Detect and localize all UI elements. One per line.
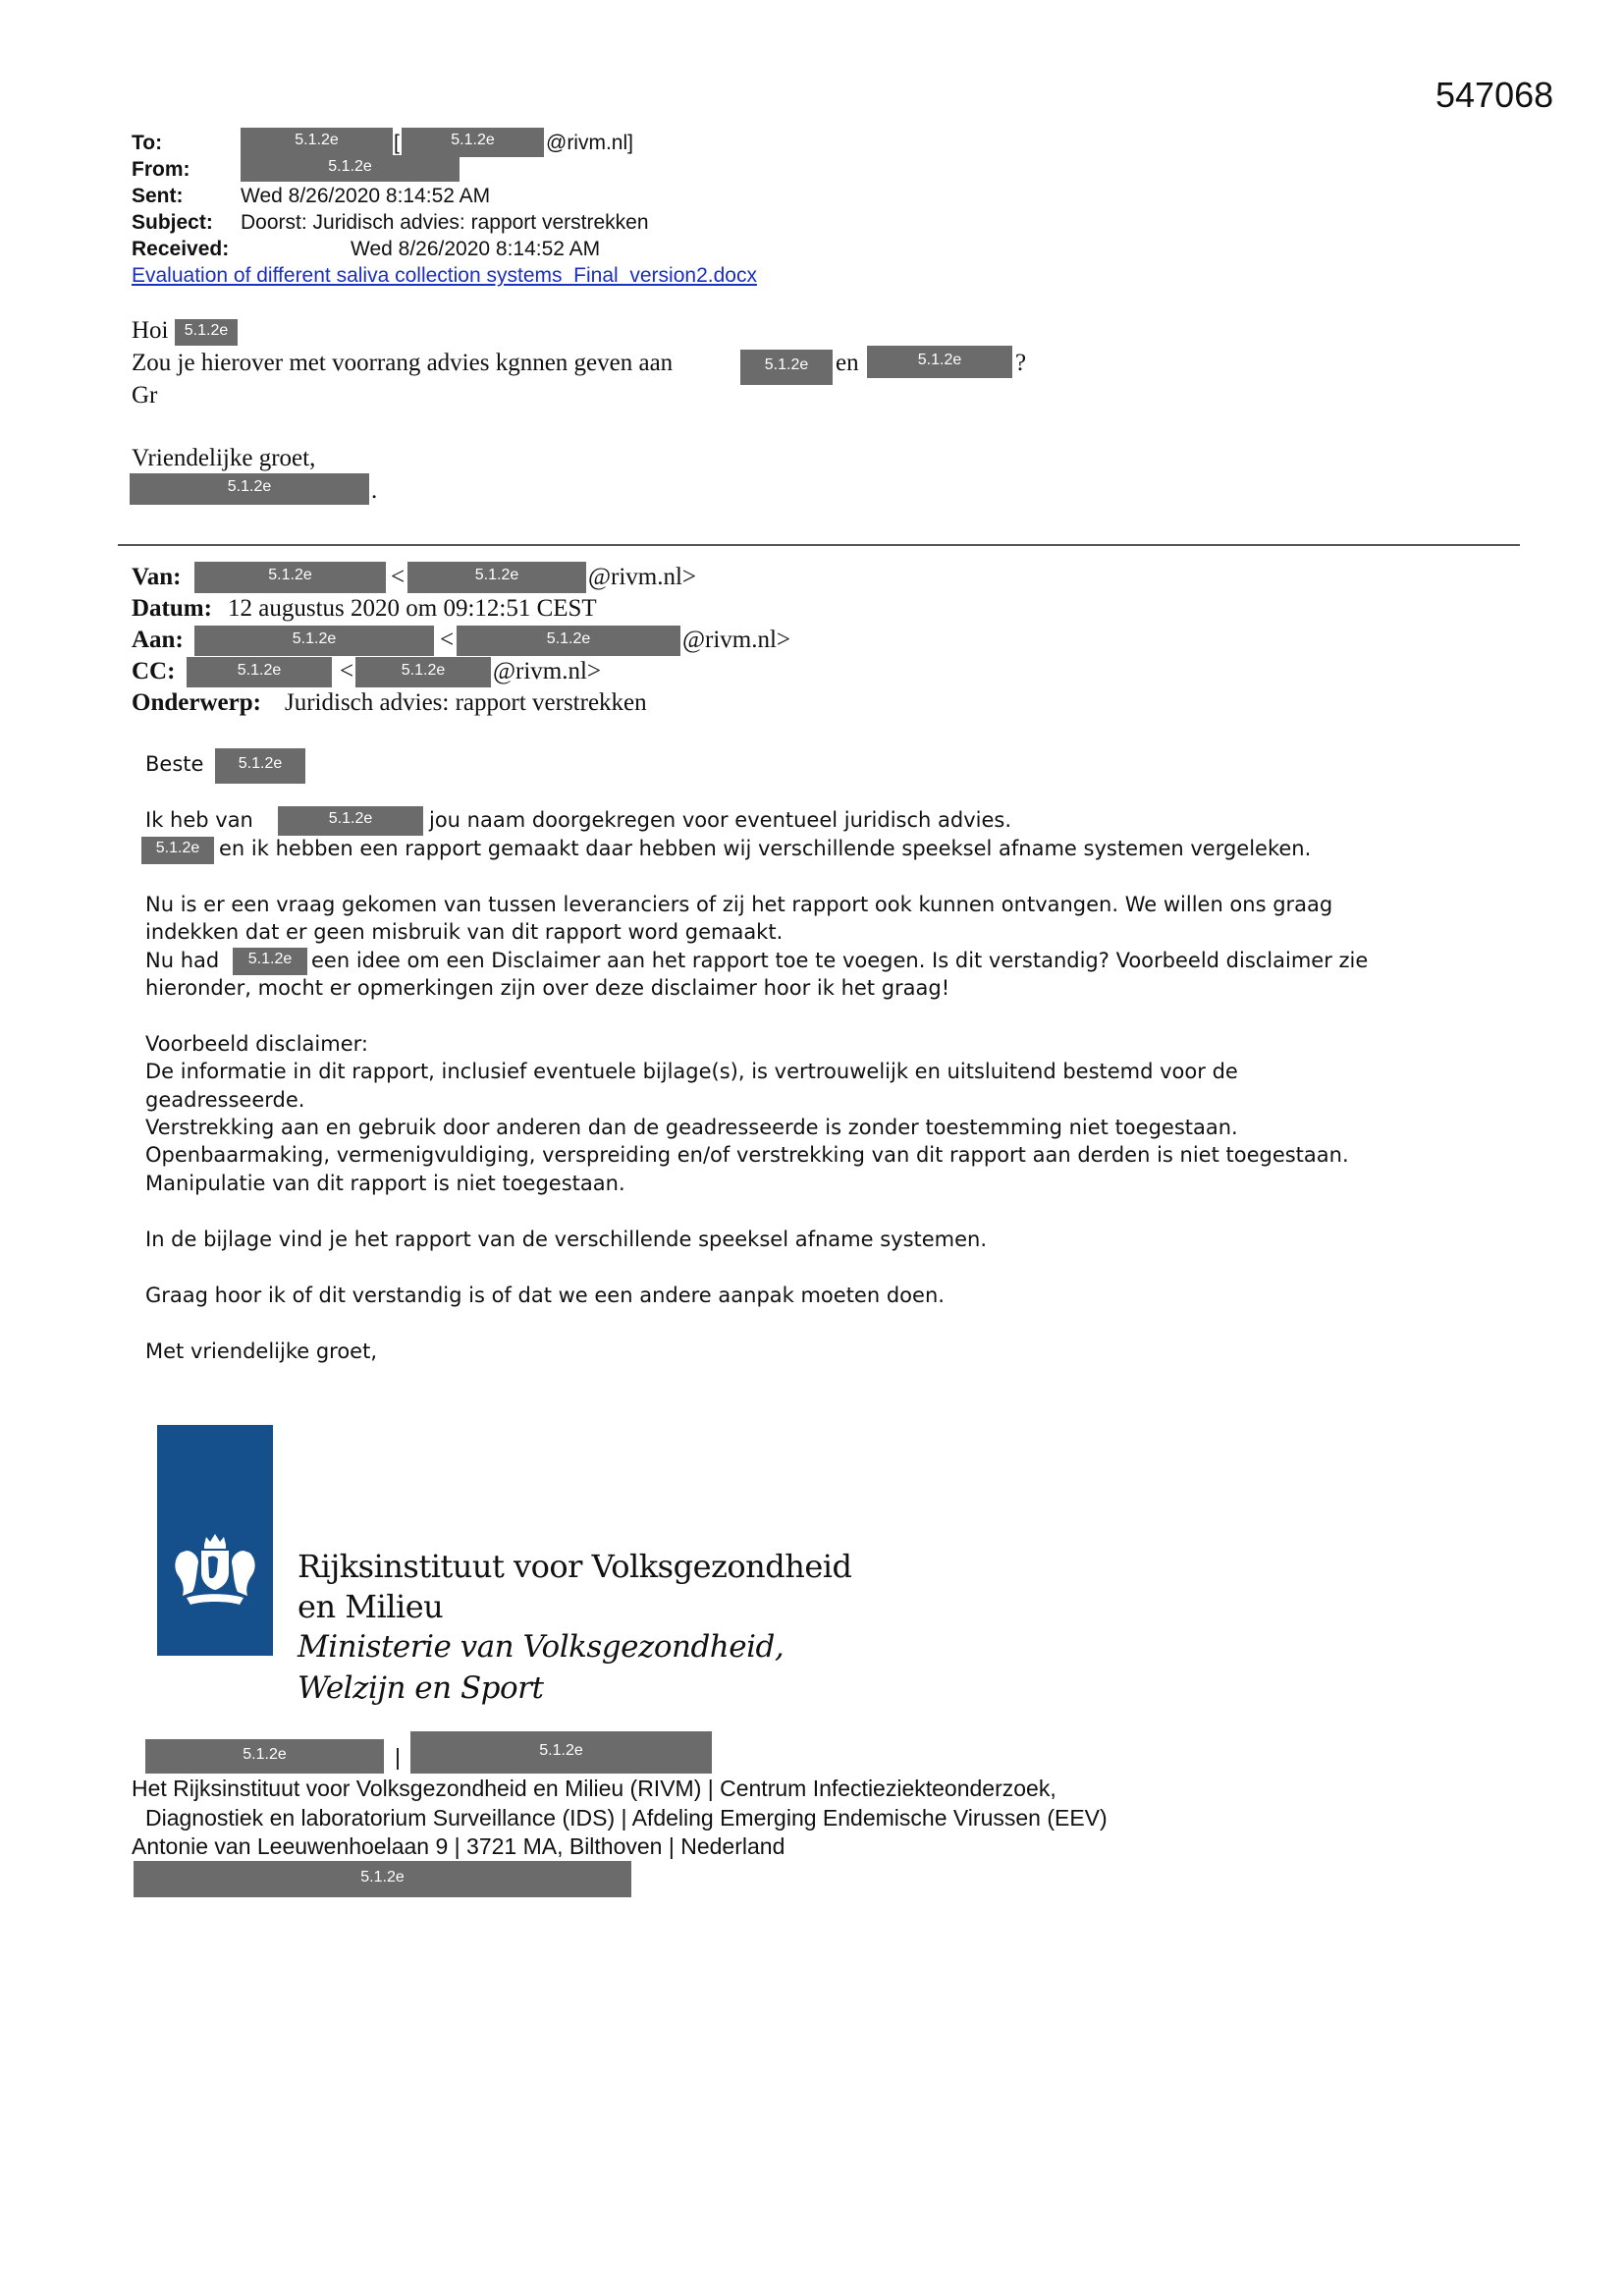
disclaimer-title: Voorbeeld disclaimer: <box>145 1032 368 1056</box>
sent-label: Sent: <box>132 185 184 207</box>
redaction-box: 5.1.2e <box>175 319 238 346</box>
body-line: hieronder, mocht er opmerkingen zijn over deze disclaimer hoor ik het graag! <box>145 976 950 1000</box>
body-line: Nu had <box>145 949 220 972</box>
subject-value: Doorst: Juridisch advies: rapport verstrekken <box>241 211 649 234</box>
attachment-link[interactable]: Evaluation of different saliva collection systems_Final_version2.docx <box>132 264 757 287</box>
aan-domain: @rivm.nl> <box>682 627 791 653</box>
body-line: Graag hoor ik of dit verstandig is of dat we een andere aanpak moeten doen. <box>145 1284 945 1307</box>
redaction-box: 5.1.2e <box>141 837 214 864</box>
closing: Vriendelijke groet, <box>132 445 316 471</box>
body-line: een idee om een Disclaimer aan het rapport toe te voegen. Is dit verstandig? Voorbeeld disclaimer zie <box>311 949 1369 972</box>
cc-domain: @rivm.nl> <box>493 658 602 684</box>
document-id: 547068 <box>1435 75 1554 115</box>
body-line: Nu is er een vraag gekomen van tussen leveranciers of zij het rapport ook kunnen ontvangen. We willen ons graag <box>145 893 1333 916</box>
redaction-box: 5.1.2e <box>402 128 544 157</box>
separator-line <box>118 544 1520 546</box>
body-line: indekken dat er geen misbruik van dit rapport word gemaakt. <box>145 920 784 944</box>
closing-period: . <box>371 477 378 504</box>
redaction-box: 5.1.2e <box>194 626 434 656</box>
redaction-box: 5.1.2e <box>187 657 332 687</box>
to-bracket: [ <box>394 132 400 154</box>
redaction-box: 5.1.2e <box>241 155 460 182</box>
logo-line: Ministerie van Volksgezondheid, <box>298 1629 785 1665</box>
to-label: To: <box>132 132 163 154</box>
received-value: Wed 8/26/2020 8:14:52 AM <box>351 238 601 260</box>
footer-line: Antonie van Leeuwenhoelaan 9 | 3721 MA, Bilthoven | Nederland <box>132 1833 785 1859</box>
aan-label: Aan: <box>132 627 184 653</box>
van-lt: < <box>391 564 406 590</box>
onderwerp-value: Juridisch advies: rapport verstrekken <box>285 689 647 716</box>
redaction-box: 5.1.2e <box>241 128 393 157</box>
salutation: Beste <box>145 752 204 776</box>
received-label: Received: <box>132 238 230 260</box>
van-label: Van: <box>132 564 182 590</box>
request-line: Zou je hierover met voorrang advies kgnnen geven aan <box>132 350 674 376</box>
redaction-box: 5.1.2e <box>130 473 369 505</box>
request-en: en <box>836 350 859 376</box>
to-domain: @rivm.nl] <box>546 132 633 154</box>
coat-of-arms-icon <box>157 1425 273 1656</box>
subject-label: Subject: <box>132 211 213 234</box>
redaction-box: 5.1.2e <box>407 562 586 593</box>
logo-line: Rijksinstituut voor Volksgezondheid <box>298 1548 852 1585</box>
request-end: ? <box>1015 350 1027 376</box>
body-line: jou naam doorgekregen voor eventueel juridisch advies. <box>429 808 1012 832</box>
redaction-box: 5.1.2e <box>145 1739 384 1774</box>
sent-value: Wed 8/26/2020 8:14:52 AM <box>241 185 491 207</box>
disclaimer-line: Openbaarmaking, vermenigvuldiging, verspreiding en/of verstrekking van dit rapport aan derden is niet toegestaan. <box>145 1143 1349 1167</box>
redaction-box: 5.1.2e <box>134 1861 631 1897</box>
sign-off: Met vriendelijke groet, <box>145 1339 378 1363</box>
logo-line: en Milieu <box>298 1588 444 1625</box>
redaction-box: 5.1.2e <box>215 748 305 784</box>
disclaimer-line: Manipulatie van dit rapport is niet toegestaan. <box>145 1172 625 1195</box>
onderwerp-label: Onderwerp: <box>132 689 261 716</box>
body-line: Ik heb van <box>145 808 253 832</box>
redaction-box: 5.1.2e <box>410 1731 712 1774</box>
redaction-box: 5.1.2e <box>740 350 833 385</box>
redaction-box: 5.1.2e <box>233 948 307 975</box>
redaction-box: 5.1.2e <box>194 562 386 593</box>
logo-line: Welzijn en Sport <box>298 1670 544 1706</box>
disclaimer-line: De informatie in dit rapport, inclusief eventuele bijlage(s), is vertrouwelijk en uitsluitend bestemd voor de <box>145 1060 1238 1083</box>
van-domain: @rivm.nl> <box>588 564 697 590</box>
datum-label: Datum: <box>132 595 212 622</box>
body-line: In de bijlage vind je het rapport van de verschillende speeksel afname systemen. <box>145 1228 988 1251</box>
redaction-box: 5.1.2e <box>278 806 423 836</box>
footer-line: Het Rijksinstituut voor Volksgezondheid en Milieu (RIVM) | Centrum Infectieziekteonderzoek, <box>132 1776 1056 1801</box>
footer-line: Diagnostiek en laboratorium Surveillance (IDS) | Afdeling Emerging Endemische Virussen (EEV) <box>145 1805 1108 1831</box>
cc-label: CC: <box>132 658 176 684</box>
redaction-box: 5.1.2e <box>355 657 491 687</box>
redaction-box: 5.1.2e <box>867 346 1012 378</box>
cc-lt: < <box>340 658 354 684</box>
short-greeting: Gr <box>132 382 158 409</box>
datum-value: 12 augustus 2020 om 09:12:51 CEST <box>228 595 597 622</box>
greeting: Hoi <box>132 317 169 344</box>
redaction-box: 5.1.2e <box>457 626 680 656</box>
body-line: en ik hebben een rapport gemaakt daar hebben wij verschillende speeksel afname systemen vergeleken. <box>219 837 1312 860</box>
disclaimer-line: Verstrekking aan en gebruik door anderen dan de geadresseerde is zonder toestemming niet toegestaan. <box>145 1116 1238 1139</box>
footer-separator: | <box>395 1744 401 1770</box>
from-label: From: <box>132 158 190 181</box>
disclaimer-line: geadresseerde. <box>145 1088 305 1112</box>
aan-lt: < <box>440 627 455 653</box>
rivm-logo-bar <box>157 1425 273 1656</box>
